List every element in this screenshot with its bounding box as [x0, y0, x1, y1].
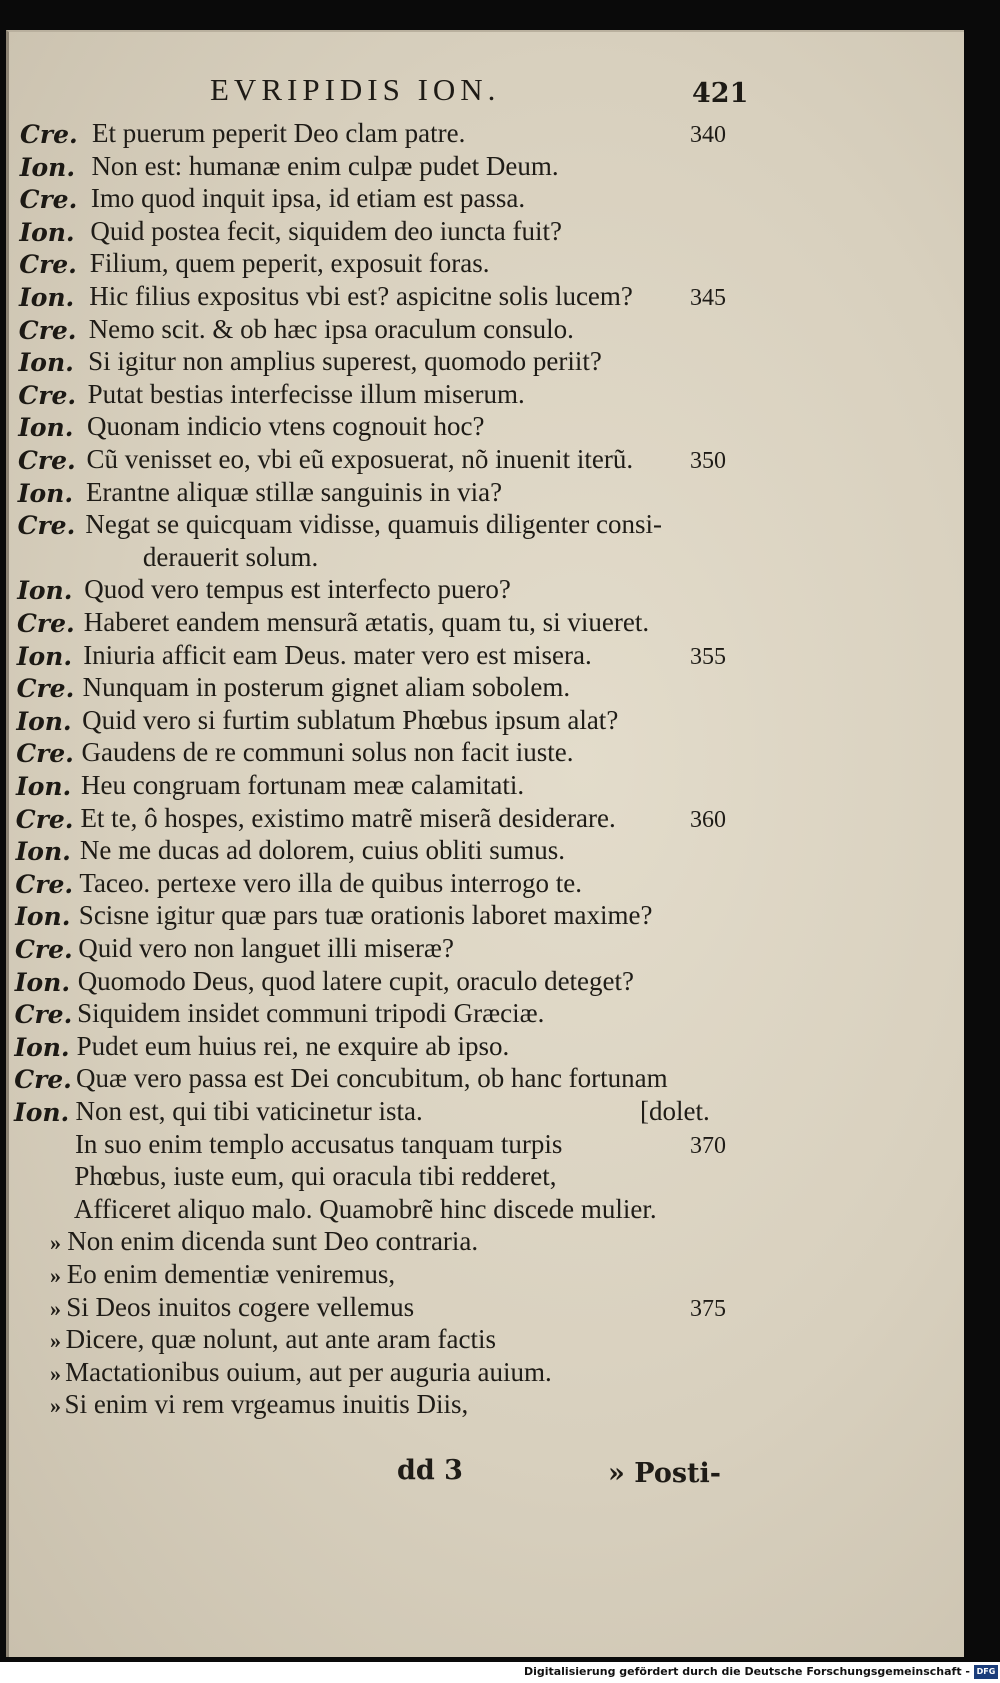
speaker-label: Ion.: [15, 902, 71, 932]
text-line: [0, 998, 960, 1030]
line-text: derauerit solum.: [142, 541, 319, 572]
digitization-footer: [0, 1662, 1000, 1683]
line-text: Si Deos inuitos cogere vellemus: [66, 1291, 415, 1322]
line-text: Imo quod inquit ipsa, id etiam est passa.: [90, 183, 526, 214]
text-line: [0, 705, 960, 737]
line-text: Nunquam in posterum gignet aliam sobolem.: [82, 672, 571, 703]
speaker-label: Ion.: [14, 1098, 70, 1127]
speaker-label: Cre.: [17, 511, 76, 541]
text-line: [0, 966, 960, 998]
speaker-label: Ion.: [19, 283, 75, 312]
speaker-label: Cre.: [16, 674, 75, 704]
text-line: [0, 672, 960, 704]
text-line: [0, 1226, 960, 1258]
catchword: » Posti-: [608, 1458, 721, 1489]
line-text: Taceo. pertexe vero illa de quibus interrogo te.: [79, 867, 583, 898]
text-line: [0, 477, 960, 509]
text-line: [0, 1194, 960, 1226]
text-line: [0, 1324, 960, 1356]
line-text: Cũ venisset eo, vbi eũ exposuerat, nõ inuenit iterũ.: [86, 444, 634, 474]
text-line: [0, 1161, 960, 1193]
line-text: Pudet eum huius rei, ne exquire ab ipso.: [76, 1030, 510, 1061]
text-line: [0, 346, 960, 378]
text-line: [0, 574, 960, 606]
gnomic-quote-mark: »: [50, 1328, 61, 1354]
speaker-label: Cre.: [19, 250, 77, 280]
line-text: Si enim vi rem vrgeamus inuitis Diis,: [64, 1389, 469, 1420]
text-line: [0, 868, 960, 900]
speaker-label: Cre.: [17, 609, 75, 638]
text-line: [0, 1096, 960, 1128]
line-text: Quid vero si furtim sublatum Phœbus ipsum alat?: [82, 704, 619, 735]
text-line: [0, 933, 960, 965]
line-number: 360: [690, 806, 726, 833]
text-line: [0, 1292, 960, 1324]
line-text: Putat bestias interfecisse illum miserum.: [87, 378, 525, 409]
line-text: Afficeret aliquo malo. Quamobrẽ hinc discede mulier.: [73, 1193, 657, 1224]
speaker-label: Ion.: [19, 217, 75, 247]
line-number: 355: [690, 643, 726, 670]
speaker-label: Cre.: [15, 804, 74, 834]
text-line: [0, 1259, 960, 1291]
signature-mark: dd 3: [397, 1455, 463, 1486]
line-text: Gaudens de re communi solus non facit iuste.: [81, 737, 574, 768]
text-line: [0, 1031, 960, 1063]
line-text: Si igitur non amplius superest, quomodo periit?: [88, 346, 602, 377]
speaker-label: Ion.: [16, 706, 72, 736]
speaker-label: Cre.: [18, 380, 77, 410]
line-number: 350: [690, 448, 726, 474]
speaker-label: Ion.: [17, 576, 73, 606]
line-text: Filium, quem peperit, exposuit foras.: [89, 248, 490, 279]
line-text: Quid vero non languet illi miseræ?: [78, 933, 454, 963]
speaker-label: Ion.: [18, 348, 74, 378]
speaker-label: Ion.: [18, 413, 74, 443]
line-text: Haberet eandem mensurã ætatis, quam tu, si viueret.: [83, 607, 650, 637]
text-line: [0, 509, 960, 541]
line-text: Quid postea fecit, siquidem deo iuncta fuit?: [90, 215, 562, 246]
speaker-label: Cre.: [14, 1065, 72, 1095]
line-number: 345: [690, 285, 726, 311]
line-text: Et te, ô hospes, existimo matrẽ miserã desiderare.: [80, 802, 616, 833]
speaker-label: Ion.: [17, 478, 74, 508]
line-text: Negat se quicquam vidisse, quamuis diligenter consi-: [85, 509, 663, 540]
gnomic-quote-mark: »: [50, 1230, 61, 1256]
text-line: [0, 118, 960, 150]
line-text: Non est: humanæ enim culpæ pudet Deum.: [91, 150, 559, 181]
line-text: Heu congruam fortunam meæ calamitati.: [81, 770, 525, 800]
line-text: Hic filius expositus vbi est? aspicitne solis lucem?: [89, 281, 633, 311]
text-line: [0, 900, 960, 932]
speaker-label: Cre.: [18, 446, 76, 475]
speaker-label: Cre.: [14, 1000, 73, 1030]
line-text: Dicere, quæ nolunt, aut ante aram factis: [65, 1324, 496, 1355]
line-text: Erantne aliquæ stillæ sanguinis in via?: [85, 476, 503, 507]
text-line: [0, 1389, 960, 1421]
line-number: 340: [690, 122, 726, 148]
text-line: [0, 835, 960, 867]
gnomic-quote-mark: »: [50, 1263, 61, 1288]
speaker-label: Cre.: [15, 869, 74, 899]
text-line: [0, 1129, 960, 1161]
text-line: [0, 216, 960, 248]
text-line: [0, 803, 960, 835]
text-line: [0, 183, 960, 215]
text-line: [0, 770, 960, 802]
text-line: [0, 314, 960, 346]
line-text: In suo enim templo accusatus tanquam turpis: [74, 1128, 563, 1159]
text-line: [0, 379, 960, 411]
text-line: [0, 444, 960, 476]
line-text: Iniuria afficit eam Deus. mater vero est misera.: [83, 639, 592, 670]
page-number: 421: [692, 78, 749, 109]
text-line: [0, 1063, 960, 1095]
running-title: EVRIPIDIS ION.: [210, 72, 501, 107]
line-text: Quod vero tempus est interfecto puero?: [84, 574, 511, 605]
speaker-label: Ion.: [16, 772, 72, 801]
text-line: [0, 151, 960, 183]
line-text: Eo enim dementiæ veniremus,: [66, 1259, 396, 1289]
footer-credit: Digitalisierung gefördert durch die Deutsche Forschungsgemeinschaft -: [523, 1665, 970, 1678]
text-line: [0, 411, 960, 443]
dfg-logo: DFG: [974, 1665, 998, 1679]
line-text: Et puerum peperit Deo clam patre.: [92, 118, 466, 148]
line-text: Mactationibus ouium, aut per auguria auium.: [65, 1356, 552, 1387]
line-text: Quomodo Deus, quod latere cupit, oraculo deteget?: [77, 965, 635, 996]
speaker-label: Cre.: [15, 935, 73, 964]
line-text: Quonam indicio vtens cognouit hoc?: [87, 411, 485, 442]
line-number: 370: [690, 1132, 726, 1159]
turnover-bracket: [dolet.: [640, 1096, 710, 1126]
speaker-label: Ion.: [19, 152, 76, 182]
speaker-label: Ion.: [15, 837, 71, 867]
line-text: Scisne igitur quæ pars tuæ orationis laboret maxime?: [78, 900, 653, 931]
line-text: Non est, qui tibi vaticinetur ista.: [75, 1096, 423, 1126]
speaker-label: Cre.: [19, 185, 78, 215]
speaker-label: Ion.: [16, 641, 73, 671]
text-line: [0, 640, 960, 672]
line-number: 375: [690, 1295, 726, 1322]
speaker-label: Cre.: [16, 739, 74, 769]
gnomic-quote-mark: »: [50, 1295, 61, 1321]
speaker-label: Ion.: [14, 1032, 70, 1062]
line-text: Phœbus, iuste eum, qui oracula tibi redderet,: [74, 1161, 557, 1192]
line-text: Non enim dicenda sunt Deo contraria.: [67, 1226, 479, 1257]
gnomic-quote-mark: »: [50, 1393, 61, 1419]
speaker-label: Cre.: [18, 315, 77, 345]
gnomic-quote-mark: »: [50, 1360, 61, 1386]
line-text: Quæ vero passa est Dei concubitum, ob hanc fortunam: [76, 1063, 668, 1094]
line-text: Nemo scit. & ob hæc ipsa oraculum consulo.: [88, 313, 574, 344]
speaker-label: Cre.: [20, 120, 78, 149]
speaker-label: Ion.: [14, 967, 71, 997]
line-text: Ne me ducas ad dolorem, cuius obliti sumus.: [79, 835, 566, 866]
text-line: [0, 1357, 960, 1389]
text-line: [0, 542, 960, 574]
text-line: [0, 281, 960, 313]
line-text: Siquidem insidet communi tripodi Græciæ.: [77, 998, 545, 1029]
text-line: [0, 607, 960, 639]
text-line: [0, 248, 960, 280]
text-line: [0, 737, 960, 769]
